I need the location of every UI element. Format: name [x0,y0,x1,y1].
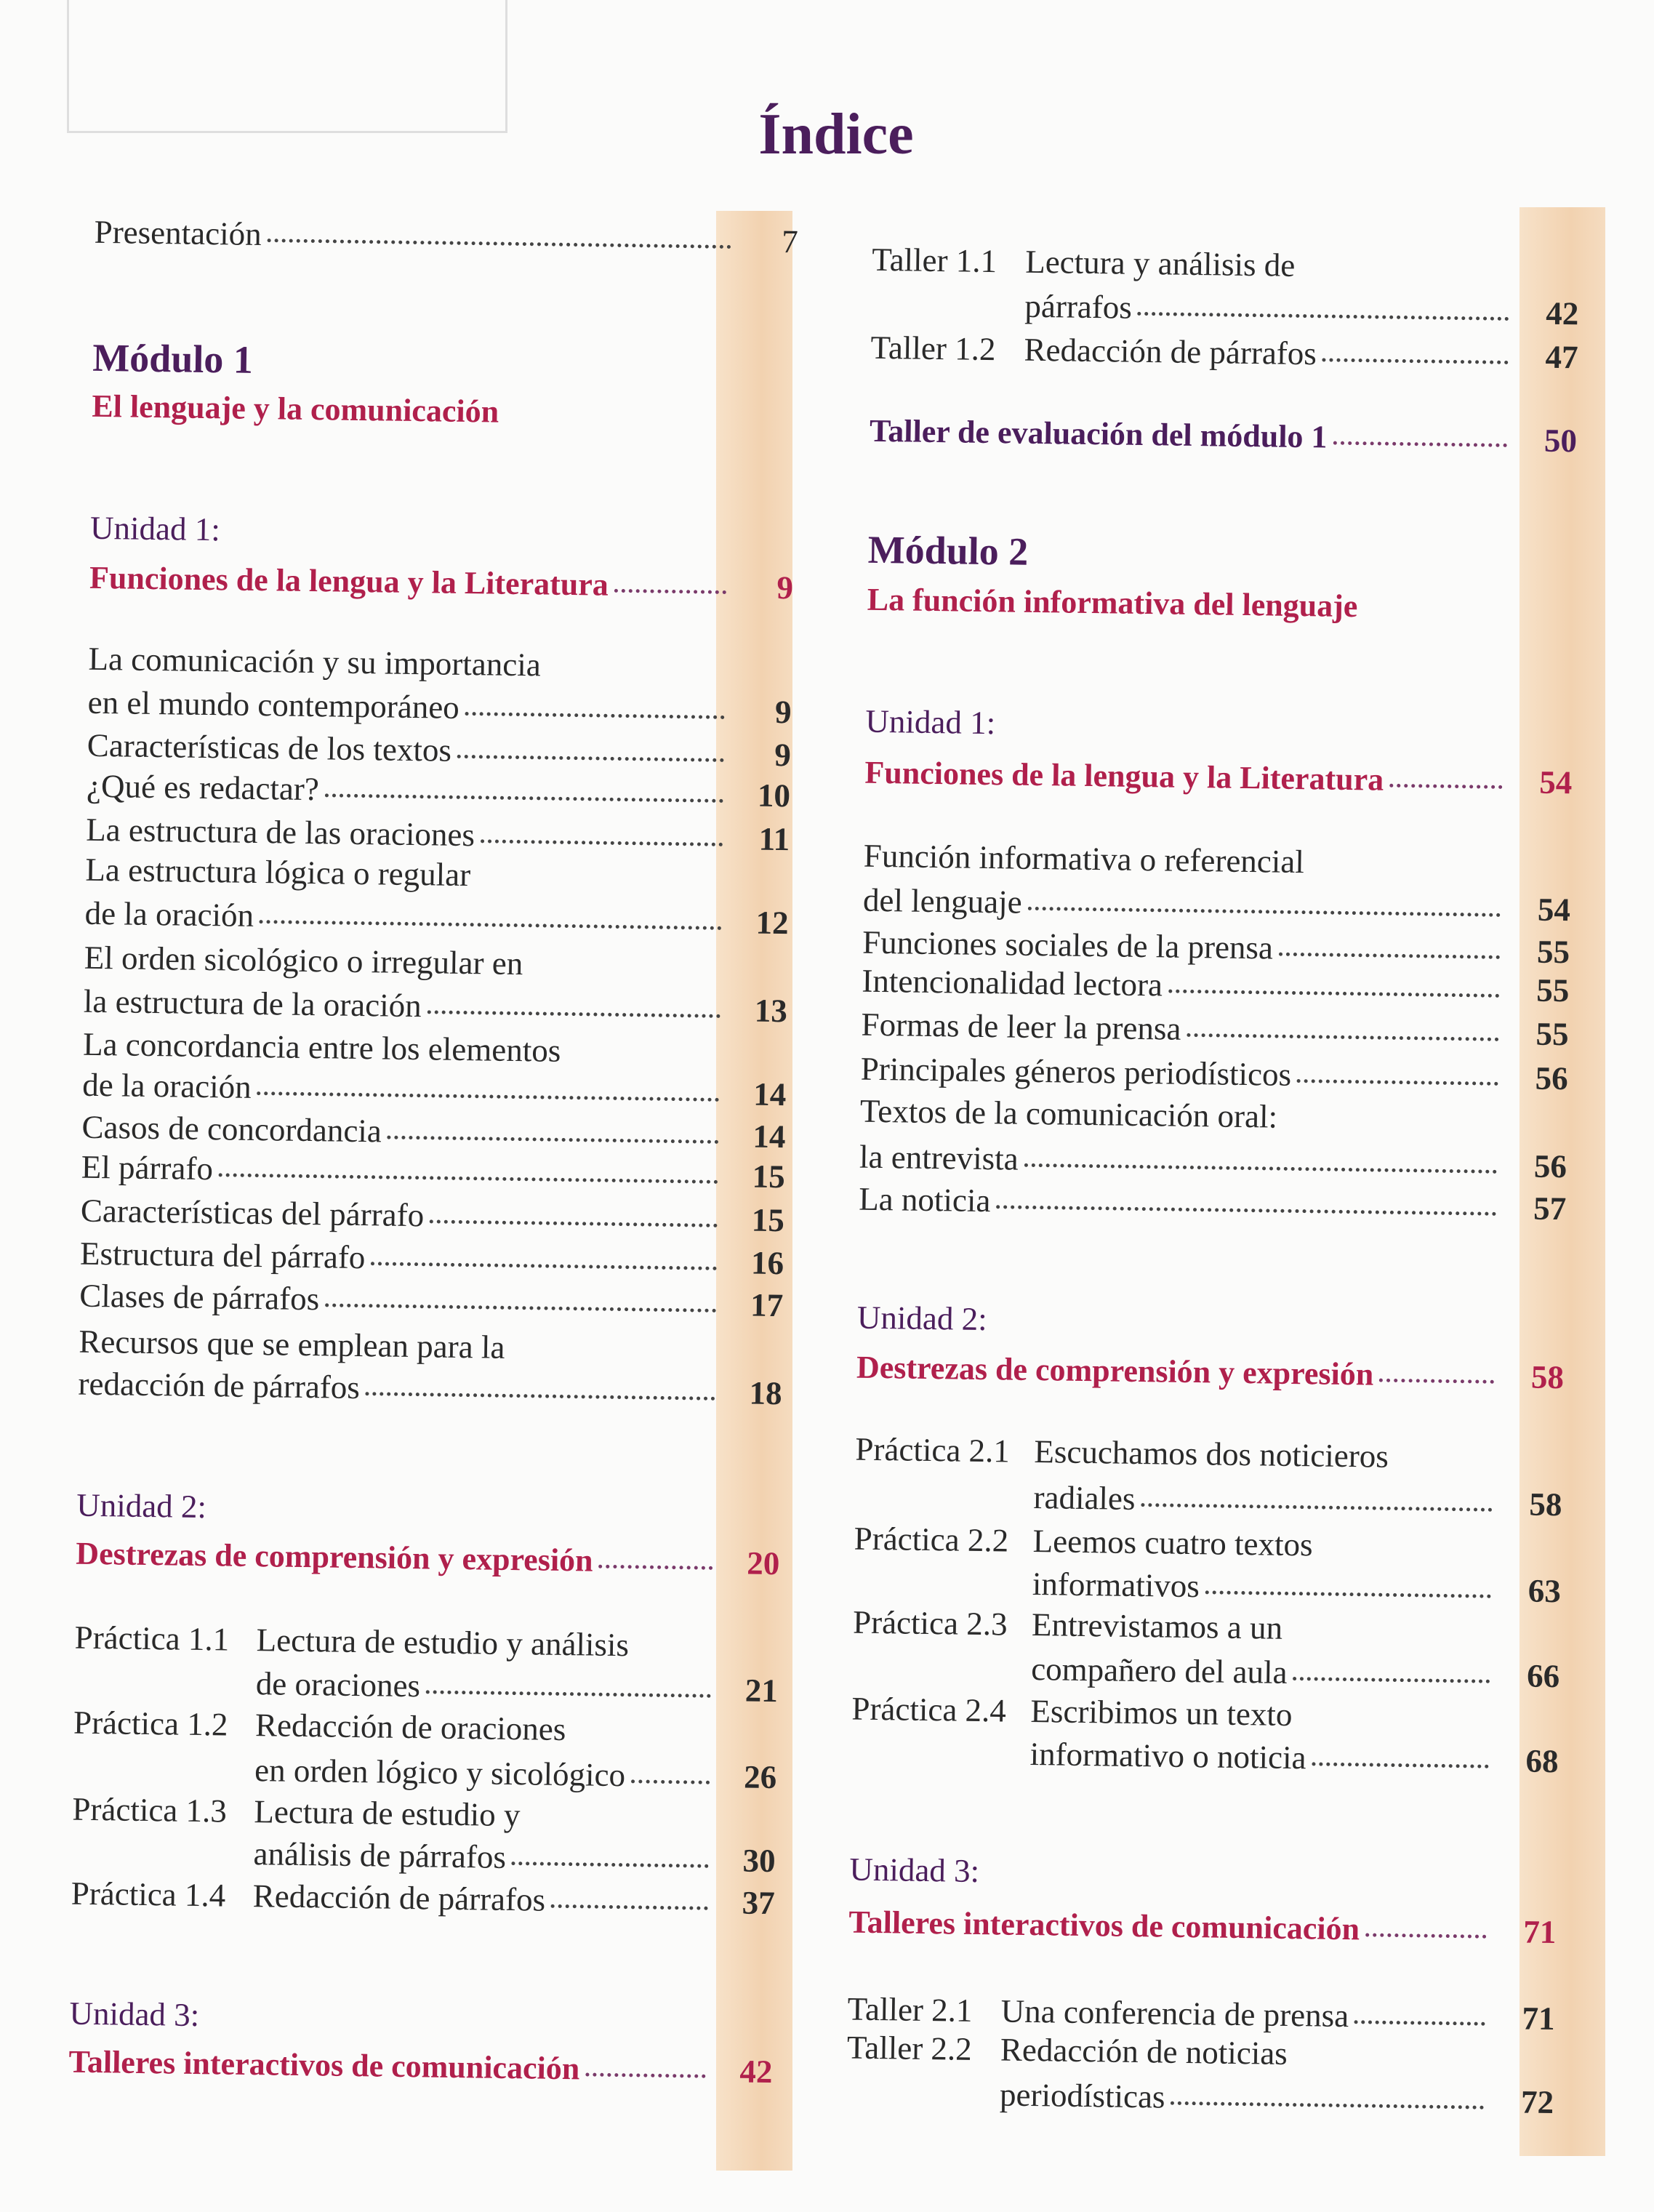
unit-title [68,2040,710,2092]
unit-title-text: Destrezas de comprensión y expresión [76,1535,593,1579]
unit-label-text: Unidad 2: [76,1486,207,1525]
entry-label: Taller 1.1 [871,241,997,279]
dot-leader [457,755,724,762]
module-subtitle-text: La función informativa del lenguaje [867,582,1358,625]
dot-leader [551,1904,708,1910]
page-number: 57 [1533,1190,1567,1227]
entry-text: Escribimos un texto [1030,1692,1293,1733]
toc-entry [84,891,726,943]
entry-text: Función informativa o referencial [863,837,1305,880]
entry-text: periodísticas [999,2076,1165,2115]
entry-text: Intencionalidad lectora [862,963,1163,1003]
page-number: 55 [1535,1015,1569,1053]
dot-leader [426,1690,711,1697]
toc-entry [853,1600,1496,1652]
entry-text: Lectura de estudio y análisis [256,1622,630,1664]
page-number: 30 [742,1842,776,1880]
entry-text: Redacción de párrafos [252,1877,546,1918]
dot-leader [1293,1677,1490,1683]
unit-title [76,1532,718,1584]
unit-title [856,1346,1499,1398]
entry-text: análisis de párrafos [253,1835,507,1875]
dot-leader [1028,907,1501,917]
page-number: 68 [1525,1742,1559,1780]
unit-title-text: Talleres interactivos de comunicación [848,1904,1360,1947]
toc-entry [1024,284,1514,334]
unit-title-text: Talleres interactivos de comunicación [68,2043,580,2087]
unit-label-text: Unidad 2: [856,1299,988,1338]
toc-entry [73,1701,715,1753]
entry-text: Estructura del párrafo [79,1235,366,1276]
dot-leader [631,1779,710,1784]
unit-label-text: Unidad 3: [69,1995,200,2033]
entry-label: Práctica 1.4 [71,1875,226,1914]
dot-leader [430,1219,718,1227]
toc-entry [1033,1475,1497,1526]
entry-text: Recursos que se emplean para la [79,1323,505,1366]
entry-label: Práctica 1.3 [72,1790,228,1830]
entry-text: de la oración [84,894,254,934]
page-number: 15 [751,1201,785,1238]
entry-label: Taller 1.2 [870,329,996,367]
entry-text: informativo o noticia [1029,1736,1306,1776]
entry-label: Práctica 2.3 [852,1603,1008,1643]
page-number: 54 [1537,891,1571,929]
dot-leader [1312,1763,1488,1768]
toc-entry [74,1616,716,1668]
entry-text: La comunicación y su importancia [88,641,542,684]
page-number: 50 [1543,422,1578,460]
page-number: 10 [757,777,791,814]
entry-text: compañero del aula [1030,1651,1288,1691]
entry-text: redacción de párrafos [78,1365,361,1406]
dot-leader [1138,312,1509,321]
page-number: 55 [1536,933,1570,970]
unit-label [857,1296,1500,1348]
page-number: 56 [1533,1147,1567,1185]
page-number: 15 [752,1158,786,1195]
module-title-text: Módulo 2 [867,527,1029,574]
dot-leader [1279,952,1500,958]
dot-leader [371,1262,717,1270]
entry-text: Principales géneros periodísticos [860,1051,1292,1094]
entry-text: Lectura y análisis de [1024,243,1296,284]
toc-entry [851,1686,1494,1739]
entry-text: del lenguaje [862,881,1023,921]
entry-text: radiales [1033,1479,1136,1518]
entry-text: Características del párrafo [80,1192,425,1233]
dot-leader [1205,1590,1491,1598]
unit-label [849,1847,1492,1899]
unit-title [848,1900,1491,1952]
dot-leader [481,839,723,846]
dot-leader [1379,1379,1494,1384]
page-number: 13 [754,992,788,1029]
module-subtitle [92,385,734,437]
entry-text: Clases de párrafos [79,1277,320,1318]
page-number: 37 [742,1884,776,1921]
entry-text: Leemos cuatro textos [1032,1522,1313,1563]
page-number: 7 [781,223,799,260]
dot-leader [427,1010,720,1018]
dot-leader [366,1392,715,1400]
unit-title-text: Funciones de la lengua y la Literatura [864,755,1384,798]
toc-entry [78,1361,720,1414]
toc-entry [855,1427,1498,1479]
page-number: 9 [774,737,792,774]
dot-leader [1024,1163,1497,1174]
toc-entry [72,1787,714,1840]
page-number: 16 [750,1244,784,1282]
unit-title [89,556,731,609]
dot-leader [1168,990,1499,998]
toc-entry [870,326,1513,378]
entry-text: El orden sicológico o irregular en [84,939,523,982]
entry-text: Redacción de noticias [1000,2031,1288,2072]
entry-text: Redacción de oraciones [254,1707,566,1748]
unit-label-text: Unidad 1: [89,509,221,548]
entry-text: Entrevistamos a un [1031,1606,1283,1646]
dot-leader [614,589,726,594]
page-number: 42 [1546,294,1579,332]
entry-text: La estructura lógica o regular [85,851,471,894]
module-title-text: Módulo 1 [92,335,254,382]
page-number: 55 [1536,972,1570,1009]
page-number: 58 [1529,1486,1562,1523]
dot-leader [1322,358,1509,364]
entry-text: la entrevista [859,1139,1019,1178]
page-number: 9 [774,693,792,731]
entry-text: El párrafo [81,1148,214,1187]
page-number: 17 [750,1286,784,1324]
dot-leader [257,1091,720,1102]
page-number: 21 [744,1672,779,1709]
unit-title-text: Destrezas de comprensión y expresión [856,1349,1374,1392]
page-number: 11 [758,820,790,857]
unit-label-text: Unidad 3: [849,1851,980,1889]
page-number: 26 [743,1758,777,1795]
unit-label [90,506,732,558]
unit-title [864,751,1507,804]
entry-label: Taller 2.2 [846,2029,973,2068]
dot-leader [1141,1503,1492,1512]
page-number: 9 [776,569,794,606]
page-number: 71 [1522,1913,1557,1950]
entry-text: Características de los textos [87,727,452,769]
entry-label: Práctica 1.2 [73,1704,228,1743]
dot-leader [1297,1079,1498,1086]
page-number: 71 [1522,2000,1555,2037]
page-number: 54 [1539,764,1573,801]
entry-text: Redacción de párrafos [1024,331,1317,372]
dot-leader [996,1205,1496,1216]
dot-leader [1354,2020,1485,2026]
dot-leader [325,1303,716,1313]
toc-entry [860,1089,1503,1142]
entry-text: de oraciones [255,1664,421,1704]
toc-entry [71,1871,712,1923]
toc-entry [854,1516,1496,1568]
page-number: 56 [1535,1060,1569,1097]
page-number: 47 [1545,338,1578,376]
entry-text: en el mundo contemporáneo [87,684,460,726]
dot-leader [1389,784,1502,789]
dot-leader [1365,1933,1486,1938]
entry-text: de la oración [82,1066,252,1105]
dot-leader [585,2072,705,2077]
toc-entry [79,1274,721,1326]
entry-text: ¿Qué es redactar? [86,767,320,808]
entry-text: Formas de leer la prensa [861,1006,1181,1047]
toc-entry [861,1003,1504,1055]
dot-leader [260,920,722,930]
entry-text: La estructura de las oraciones [85,811,475,853]
entry-text: Textos de la comunicación oral: [859,1092,1278,1135]
page-number: 18 [749,1374,782,1411]
module-subtitle-text: El lenguaje y la comunicación [92,388,499,430]
unit-label-text: Unidad 1: [865,703,996,742]
unit-title-text: Funciones de la lengua y la Literatura [89,559,609,603]
dot-leader [512,1862,709,1868]
toc-entry [872,238,1514,290]
entry-text: Escuchamos dos noticieros [1034,1432,1389,1475]
entry-label: Taller 2.1 [847,1990,973,2029]
dot-leader [1187,1033,1498,1041]
page-number: 12 [755,904,789,941]
page-number: 72 [1520,2083,1554,2120]
dot-leader [388,1135,719,1143]
toc-entry [870,409,1512,462]
entry-text: Taller de evaluación del módulo 1 [869,412,1328,455]
dot-leader [267,239,731,249]
entry-text: Presentación [94,213,262,252]
entry-text: informativos [1032,1566,1200,1605]
dot-leader [1171,2101,1484,2109]
unit-label [865,700,1508,752]
entry-text: Una conferencia de prensa [1000,1992,1349,2034]
toc-entry [847,2026,1490,2078]
entry-label: Práctica 2.2 [854,1520,1009,1559]
entry-text: Lectura de estudio y [254,1793,521,1834]
page-title: Índice [758,103,914,167]
page-number: 63 [1527,1572,1562,1610]
entry-text: párrafos [1024,287,1133,326]
entry-label: Práctica 2.1 [855,1430,1011,1470]
unit-label [76,1483,718,1535]
entry-label: Práctica 1.1 [74,1619,230,1658]
toc-entry [1000,2072,1489,2123]
entry-text: Funciones sociales de la prensa [862,923,1274,966]
dot-leader [1333,441,1507,447]
module-title [867,528,1510,580]
dot-leader [598,1565,712,1570]
page-number: 42 [739,2053,773,2090]
entry-text: Casos de concordancia [81,1108,382,1149]
toc-entry [1029,1732,1493,1782]
page-number: 58 [1530,1358,1565,1396]
entry-text: La concordancia entre los elementos [82,1025,561,1070]
module-subtitle [867,578,1509,630]
toc-entry [863,833,1506,886]
entry-text: en orden lógico y sicológico [254,1751,626,1794]
entry-text: la estructura de la oración [83,982,422,1024]
page-number: 20 [746,1544,780,1582]
unit-label [69,1991,711,2043]
toc-entry [94,210,736,263]
entry-label: Práctica 2.4 [851,1690,1007,1729]
entry-text: La noticia [858,1180,991,1219]
page-number: 14 [752,1118,786,1155]
module-title [92,335,734,388]
page-number: 14 [752,1075,787,1113]
dot-leader [325,793,723,803]
dot-leader [465,712,725,719]
toc-entry [859,1177,1501,1230]
dot-leader [219,1174,718,1185]
page-number: 66 [1526,1657,1560,1695]
